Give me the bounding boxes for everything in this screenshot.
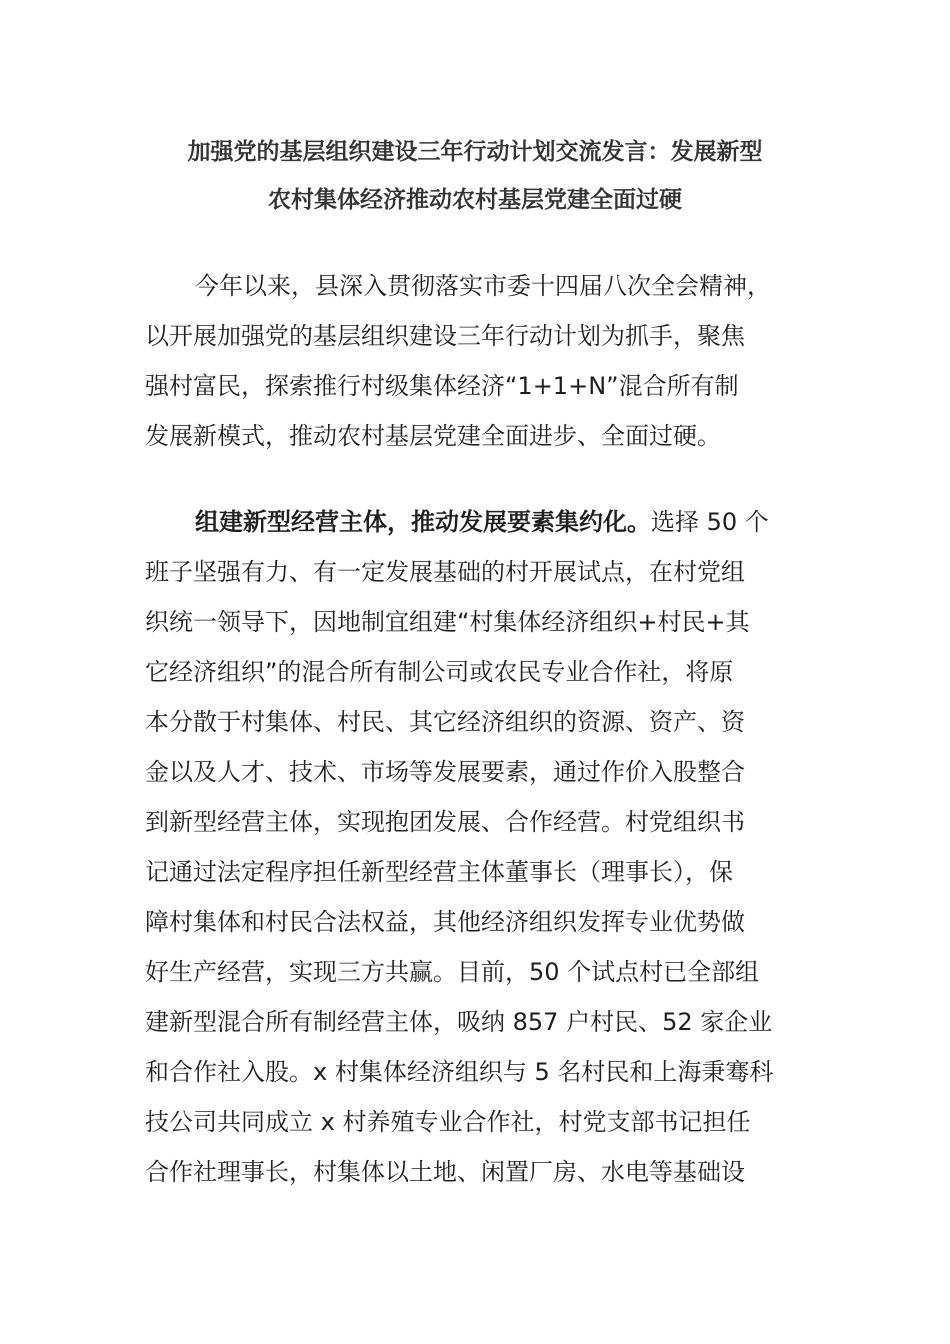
text-line: 织统一领导下，因地制宜组建“村集体经济组织+村民+其 (145, 608, 750, 636)
document-title (140, 128, 810, 224)
paragraph-new-business-entity (145, 497, 810, 1197)
text-line: 金以及人才、技术、市场等发展要素，通过作价入股整合 (145, 758, 745, 786)
text-line: 强村富民，探索推行村级集体经济“1+1+N”混合所有制 (145, 372, 739, 400)
text-line: 好生产经营，实现三方共赢。目前，50 个试点村已全部组 (145, 958, 760, 986)
section-heading: 组建新型经营主体，推动发展要素集约化。 (195, 508, 651, 536)
text-line: 班子坚强有力、有一定发展基础的村开展试点，在村党组 (145, 558, 745, 586)
text-line: 本分散于村集体、村民、其它经济组织的资源、资产、资 (145, 708, 745, 736)
text-line: 合作社理事长，村集体以土地、闲置厂房、水电等基础设 (145, 1158, 745, 1186)
paragraph-intro (145, 261, 810, 461)
text-line: 以开展加强党的基层组织建设三年行动计划为抓手，聚焦 (145, 322, 745, 350)
text-line: 记通过法定程序担任新型经营主体董事长（理事长），保 (145, 858, 733, 886)
text-line: 今年以来，县深入贯彻落实市委十四届八次全会精神， (195, 272, 771, 300)
title-line: 农村集体经济推动农村基层党建全面过硬 (268, 187, 682, 213)
text-line: 障村集体和村民合法权益，其他经济组织发挥专业优势做 (145, 908, 745, 936)
title-line: 加强党的基层组织建设三年行动计划交流发言：发展新型 (187, 139, 763, 165)
text-line: 建新型混合所有制经营主体，吸纳 857 户村民、52 家企业 (145, 1008, 773, 1036)
text-line-first (145, 497, 810, 547)
text-line: 它经济组织”的混合所有制公司或农民专业合作社，将原 (145, 658, 734, 686)
text-run: 选择 50 个 (651, 508, 769, 536)
text-line: 技公司共同成立 x 村养殖专业合作社，村党支部书记担任 (145, 1108, 751, 1136)
text-line: 和合作社入股。x 村集体经济组织与 5 名村民和上海秉骞科 (145, 1058, 774, 1086)
text-line: 到新型经营主体，实现抱团发展、合作经营。村党组织书 (145, 808, 745, 836)
text-line: 发展新模式，推动农村基层党建全面进步、全面过硬。 (145, 422, 721, 450)
